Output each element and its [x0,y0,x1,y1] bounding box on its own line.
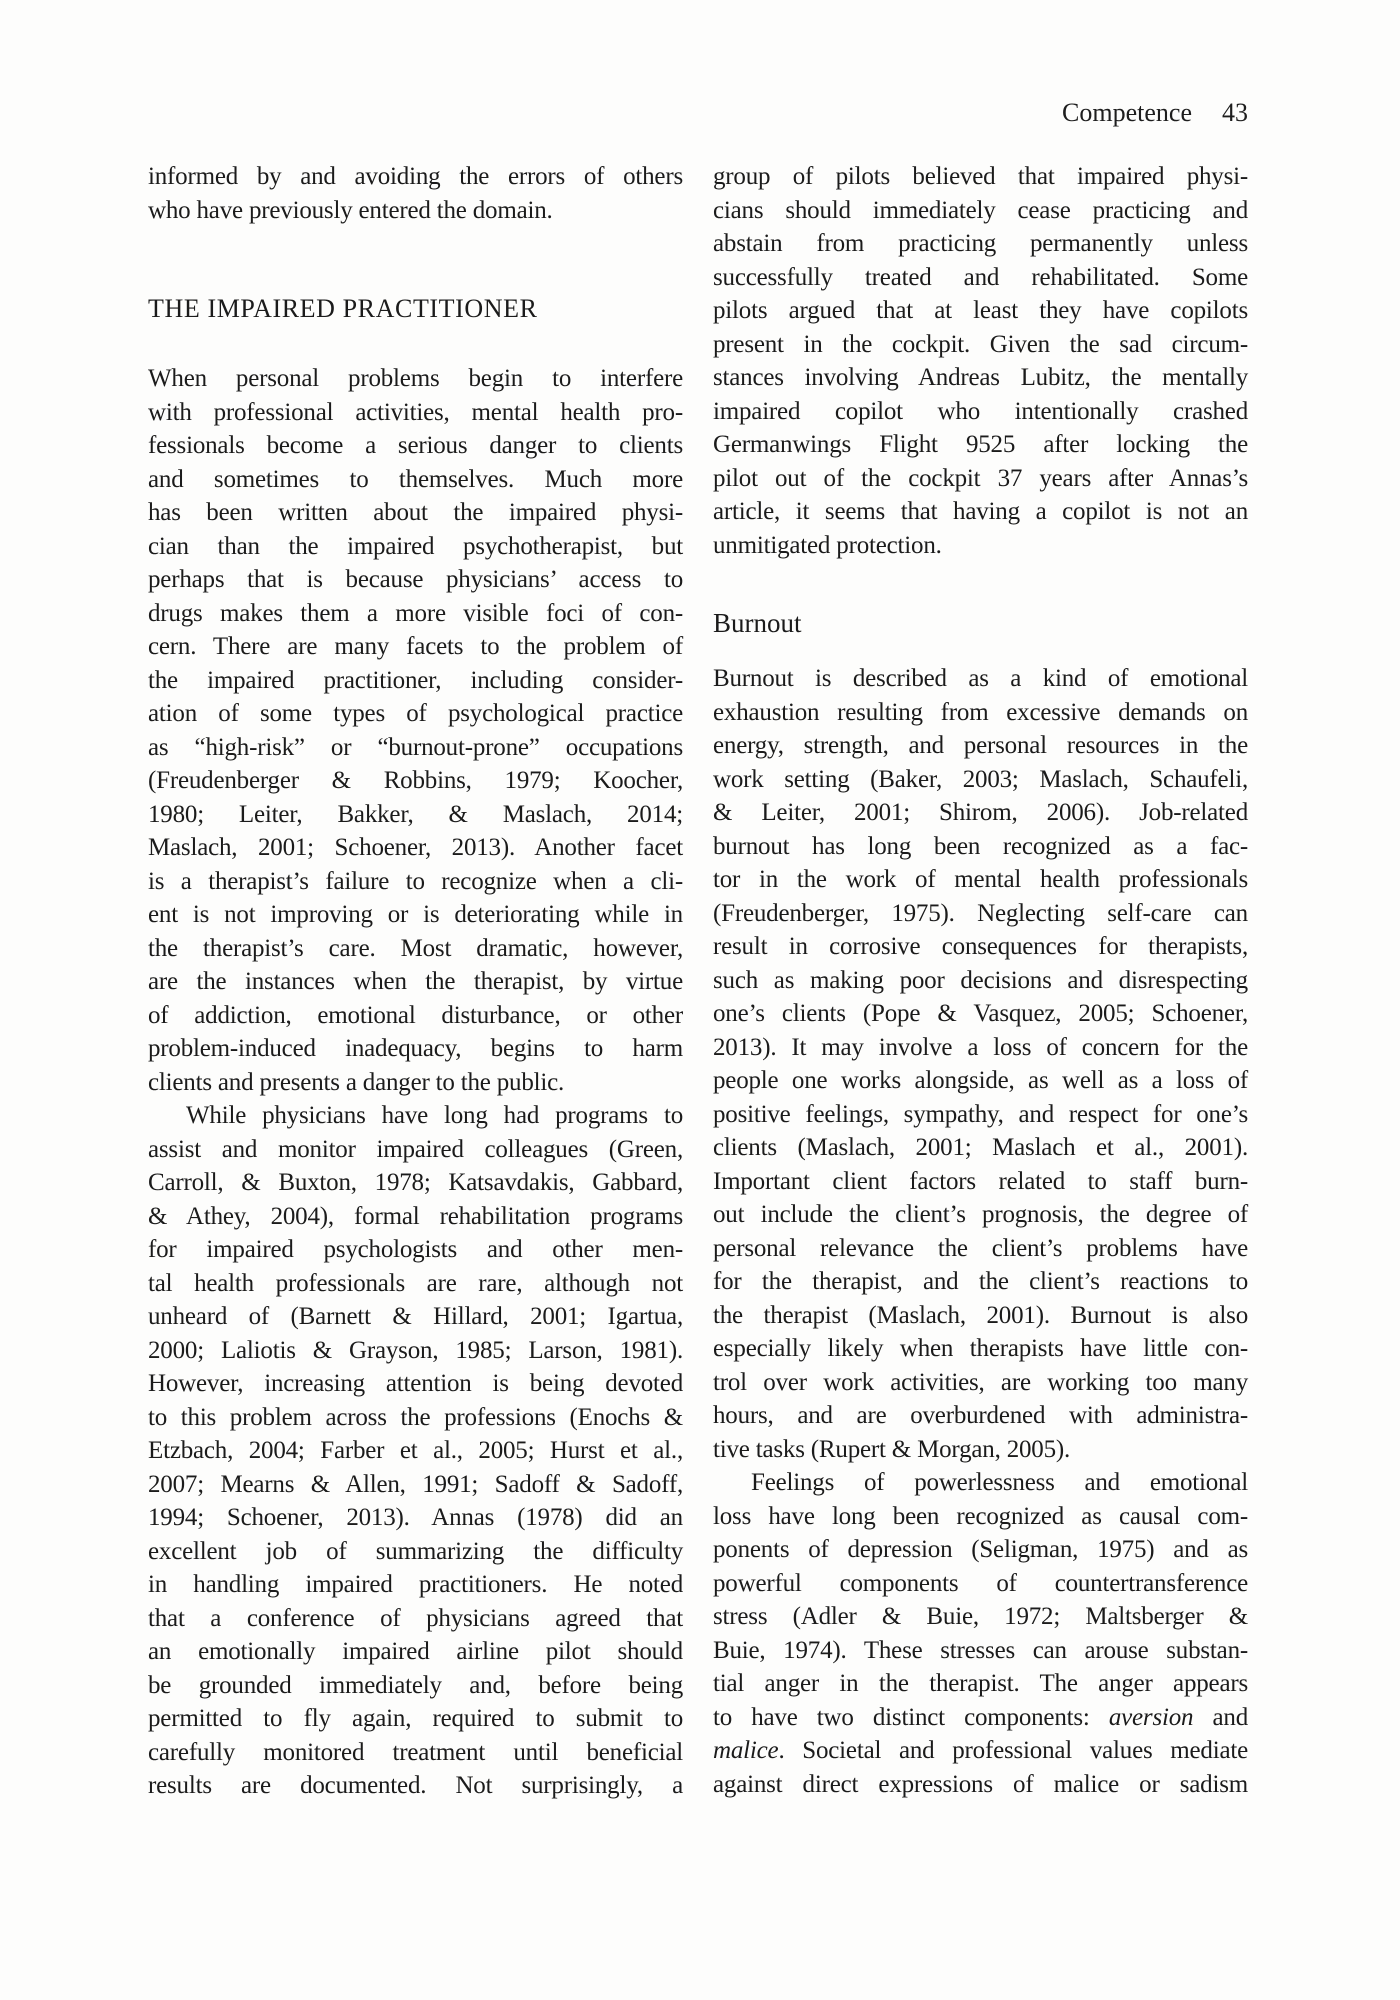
text-line: stress (Adler & Buie, 1972; Maltsberger & [713,1603,1248,1630]
text-line: clients (Maslach, 2001; Maslach et al., 2001). [713,1134,1248,1161]
running-head-title: Competence [1062,98,1192,127]
text-line: permitted to fly again, required to submit to [148,1705,683,1732]
paragraph [148,1099,683,1803]
right-column [713,160,1248,1801]
text-line: are the instances when the therapist, by virtue [148,968,683,995]
text-line: tal health professionals are rare, although not [148,1269,683,1297]
text-line: to have two distinct components: aversion and [713,1703,1249,1731]
text-line: malice. Societal and professional values mediate [713,1737,1248,1764]
text-line: cian than the impaired psychotherapist, but [148,532,683,560]
text-line: & Leiter, 2001; Shirom, 2006). Job-related [713,799,1248,826]
text-line: tial anger in the therapist. The anger appears [713,1670,1248,1697]
text-line: people one works alongside, as well as a loss of [713,1067,1248,1094]
text-line: 2007; Mearns & Allen, 1991; Sadoff & Sadoff, [148,1470,683,1498]
text-line: the therapist’s care. Most dramatic, however, [148,934,683,962]
text-line: Carroll, & Buxton, 1978; Katsavdakis, Gabbard, [148,1169,683,1196]
text-line: unheard of (Barnett & Hillard, 2001; Igartua, [148,1303,683,1330]
text-line: tive tasks (Rupert & Morgan, 2005). [713,1435,1071,1463]
text-line: Buie, 1974). These stresses can arouse substan- [713,1636,1248,1664]
text-line: cians should immediately cease practicing and [713,196,1248,224]
text-line: present in the cockpit. Given the sad circum- [713,330,1248,358]
section-subheading: Burnout [713,608,802,638]
text-line: for the therapist, and the client’s reactions to [713,1268,1248,1295]
text-line: to this problem across the professions (Enochs & [148,1403,683,1431]
text-line: problem-induced inadequacy, begins to harm [148,1035,683,1062]
text-line: (Freudenberger, 1975). Neglecting self-care can [713,899,1248,927]
text-line: out include the client’s prognosis, the degree of [713,1201,1248,1228]
text-line: (Freudenberger & Robbins, 1979; Koocher, [148,767,683,794]
text-line: pilots argued that at least they have copilots [713,297,1248,324]
text-line: be grounded immediately and, before being [148,1671,683,1699]
paragraph [713,1466,1248,1801]
text-line: especially likely when therapists have little con- [713,1335,1248,1362]
text-line: While physicians have long had programs to [186,1102,683,1129]
paragraph [713,160,1248,562]
text-line: powerful components of countertransference [713,1569,1248,1597]
text-line: in handling impaired practitioners. He noted [148,1571,683,1598]
text-line: that a conference of physicians agreed that [148,1604,683,1632]
text-line: as “high-risk” or “burnout-prone” occupations [148,733,683,761]
text-line: is a therapist’s failure to recognize when a cli- [148,867,683,895]
text-line: drugs makes them a more visible foci of con- [148,599,683,627]
text-line: stances involving Andreas Lubitz, the mentally [713,364,1248,391]
text-line: exhaustion resulting from excessive demands on [713,698,1248,726]
text-line: excellent job of summarizing the difficulty [148,1537,683,1565]
left-column [148,160,683,1803]
text-line: Burnout is described as a kind of emotional [713,665,1248,692]
text-line: pilot out of the cockpit 37 years after Annas’s [713,464,1248,492]
text-line: hours, and are overburdened with administra- [713,1402,1248,1429]
text-line: ation of some types of psychological practice [148,700,683,727]
text-line: However, increasing attention is being devoted [148,1370,683,1397]
text-line: the therapist (Maslach, 2001). Burnout is also [713,1301,1248,1329]
text-line: Feelings of powerlessness and emotional [751,1469,1248,1496]
text-line: 1994; Schoener, 2013). Annas (1978) did an [148,1504,683,1531]
text-line: fessionals become a serious danger to clients [148,432,683,459]
text-line: impaired copilot who intentionally crashed [713,397,1248,425]
text-line: result in corrosive consequences for therapists, [713,933,1248,960]
text-line: Important client factors related to staff burn- [713,1167,1248,1195]
text-line: cern. There are many facets to the problem of [148,633,683,660]
text-line: successfully treated and rehabilitated. Some [713,263,1248,291]
text-line: burnout has long been recognized as a fac- [713,832,1248,860]
text-line: article, it seems that having a copilot is not an [713,498,1248,525]
paragraph [148,160,683,227]
text-line: assist and monitor impaired colleagues (Green, [148,1135,683,1163]
text-line: Germanwings Flight 9525 after locking the [713,431,1248,458]
text-line: group of pilots believed that impaired physi- [713,163,1248,190]
paragraph [713,662,1248,1466]
text-line: against direct expressions of malice or sadism [713,1770,1248,1798]
text-line: tor in the work of mental health professionals [713,866,1248,893]
running-header [0,98,1248,128]
text-line: clients and presents a danger to the public. [148,1068,565,1096]
text-line: has been written about the impaired physi- [148,499,683,526]
text-line: 2013). It may involve a loss of concern for the [713,1033,1248,1061]
text-line: unmitigated protection. [713,531,942,559]
text-line: with professional activities, mental health pro- [148,398,683,426]
section-heading: THE IMPAIRED PRACTITIONER [148,294,538,323]
text-line: one’s clients (Pope & Vasquez, 2005; Schoener, [713,1000,1248,1027]
text-line: such as making poor decisions and disrespecting [713,966,1248,994]
text-line: carefully monitored treatment until beneficial [148,1738,683,1766]
text-line: perhaps that is because physicians’ access to [148,566,683,593]
text-line: energy, strength, and personal resources in the [713,732,1248,759]
paragraph [148,362,683,1099]
text-line: Etzbach, 2004; Farber et al., 2005; Hurst et al., [148,1437,683,1464]
text-line: positive feelings, sympathy, and respect for one’s [713,1100,1248,1128]
text-line: results are documented. Not surprisingly, a [148,1772,683,1799]
text-line: work setting (Baker, 2003; Maslach, Schaufeli, [713,765,1248,793]
text-line: & Athey, 2004), formal rehabilitation programs [148,1202,683,1230]
text-line: loss have long been recognized as causal com- [713,1502,1248,1530]
page-number: 43 [1222,98,1248,127]
text-line: for impaired psychologists and other men- [148,1236,683,1263]
text-line: informed by and avoiding the errors of others [148,163,683,190]
text-line: When personal problems begin to interfere [148,365,683,392]
text-line: of addiction, emotional disturbance, or other [148,1001,683,1029]
text-line: who have previously entered the domain. [148,196,553,224]
text-line: 2000; Laliotis & Grayson, 1985; Larson, 1981). [148,1336,683,1364]
text-line: ent is not improving or is deteriorating while in [148,901,683,928]
text-line: the impaired practitioner, including consider- [148,666,683,694]
text-line: Maslach, 2001; Schoener, 2013). Another facet [148,834,683,861]
text-line: trol over work activities, are working too many [713,1368,1248,1396]
text-line: personal relevance the client’s problems have [713,1234,1248,1262]
text-line: ponents of depression (Seligman, 1975) and as [713,1536,1248,1563]
text-line: an emotionally impaired airline pilot should [148,1638,683,1665]
text-line: 1980; Leiter, Bakker, & Maslach, 2014; [148,800,683,828]
text-line: and sometimes to themselves. Much more [148,465,683,493]
text-line: abstain from practicing permanently unless [713,230,1248,257]
